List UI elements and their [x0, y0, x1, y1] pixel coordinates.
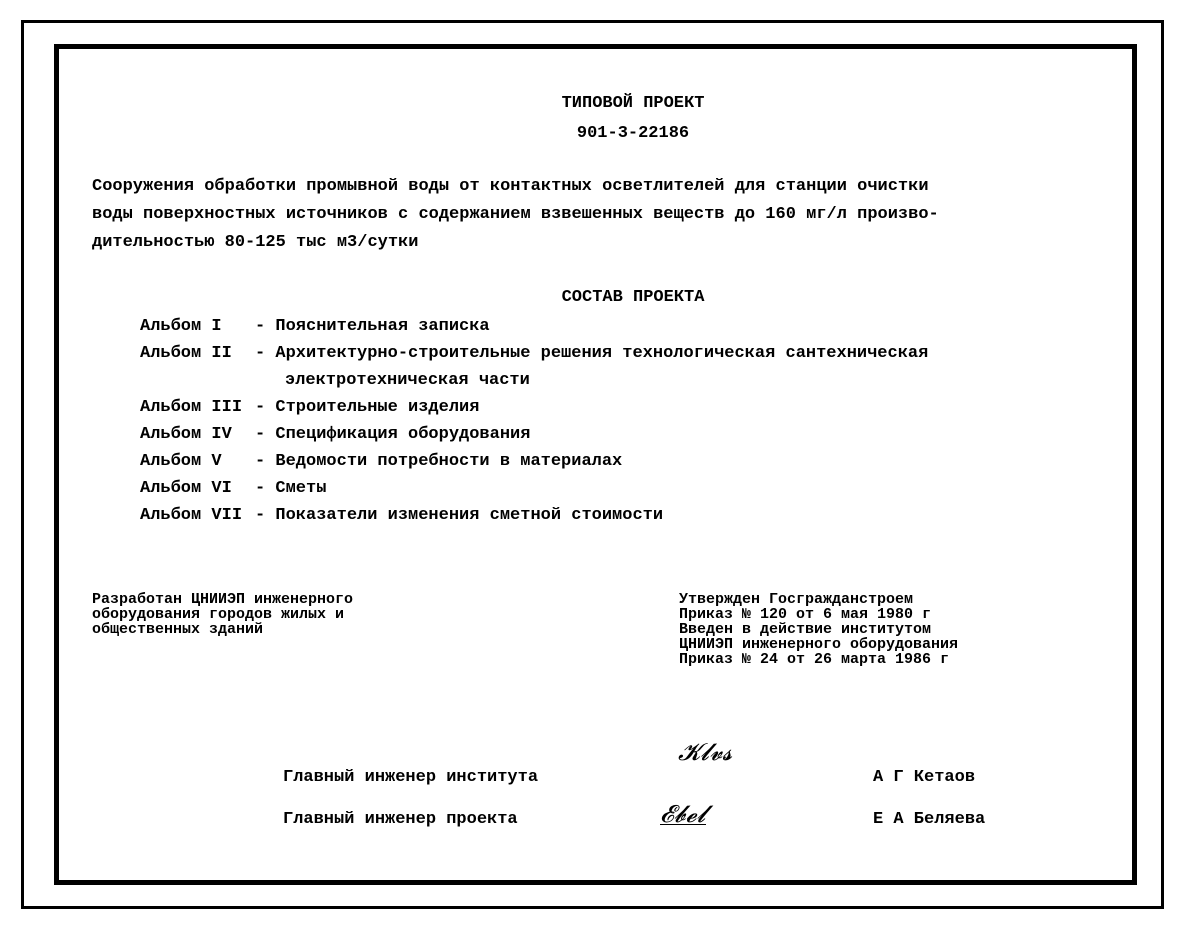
album-label: Альбом IV: [140, 425, 232, 444]
album-label: Альбом III: [140, 398, 243, 417]
signatory-name: А Г Кетаов: [873, 768, 976, 787]
approved-line: Введен в действие институтом: [679, 621, 932, 638]
description-line: воды поверхностных источников с содержанием взвешенных веществ до 160 мг/л произво-: [92, 205, 939, 224]
description-line: Сооружения обработки промывной воды от контактных осветлителей для станции очистки: [92, 177, 929, 196]
doc-title: ТИПОВОЙ ПРОЕКТ: [561, 94, 705, 113]
signatory-name: Е А Беляева: [873, 810, 986, 829]
approved-line: Утвержден Госгражданстроем: [679, 591, 914, 608]
description-line: дительностью 80-125 тыс м3/сутки: [92, 233, 419, 252]
project-code: 901-3-22186: [576, 124, 690, 143]
album-label: Альбом V: [140, 452, 222, 471]
handwritten-signature: 𝓔𝓫𝓮𝓵: [660, 800, 706, 828]
album-label: Альбом VII: [140, 506, 243, 525]
album-text: - Спецификация оборудования: [255, 425, 531, 444]
signature-role: Главный инженер института: [283, 768, 539, 787]
album-text: - Показатели изменения сметной стоимости: [255, 506, 664, 525]
album-text: - Строительные изделия: [255, 398, 480, 417]
approved-line: Приказ № 120 от 6 мая 1980 г: [679, 606, 932, 623]
album-label: Альбом VI: [140, 479, 232, 498]
composition-heading: СОСТАВ ПРОЕКТА: [561, 288, 705, 307]
handwritten-signature: 𝓚𝓵𝓿𝓼: [678, 738, 733, 766]
album-text-cont: электротехническая части: [285, 371, 530, 390]
approved-line: Приказ № 24 от 26 марта 1986 г: [679, 651, 950, 668]
album-text: - Сметы: [255, 479, 327, 498]
approved-line: ЦНИИЭП инженерного оборудования: [679, 636, 959, 653]
album-label: Альбом II: [140, 344, 232, 363]
developed-line: Разработан ЦНИИЭП инженерного: [92, 591, 354, 608]
album-label: Альбом I: [140, 317, 222, 336]
album-text: - Пояснительная записка: [255, 317, 490, 336]
developed-line: общественных зданий: [92, 621, 264, 638]
album-text: - Архитектурно-строительные решения технологическая сантехническая: [255, 344, 929, 363]
developed-line: оборудования городов жилых и: [92, 606, 345, 623]
signature-role: Главный инженер проекта: [283, 810, 518, 829]
album-text: - Ведомости потребности в материалах: [255, 452, 623, 471]
